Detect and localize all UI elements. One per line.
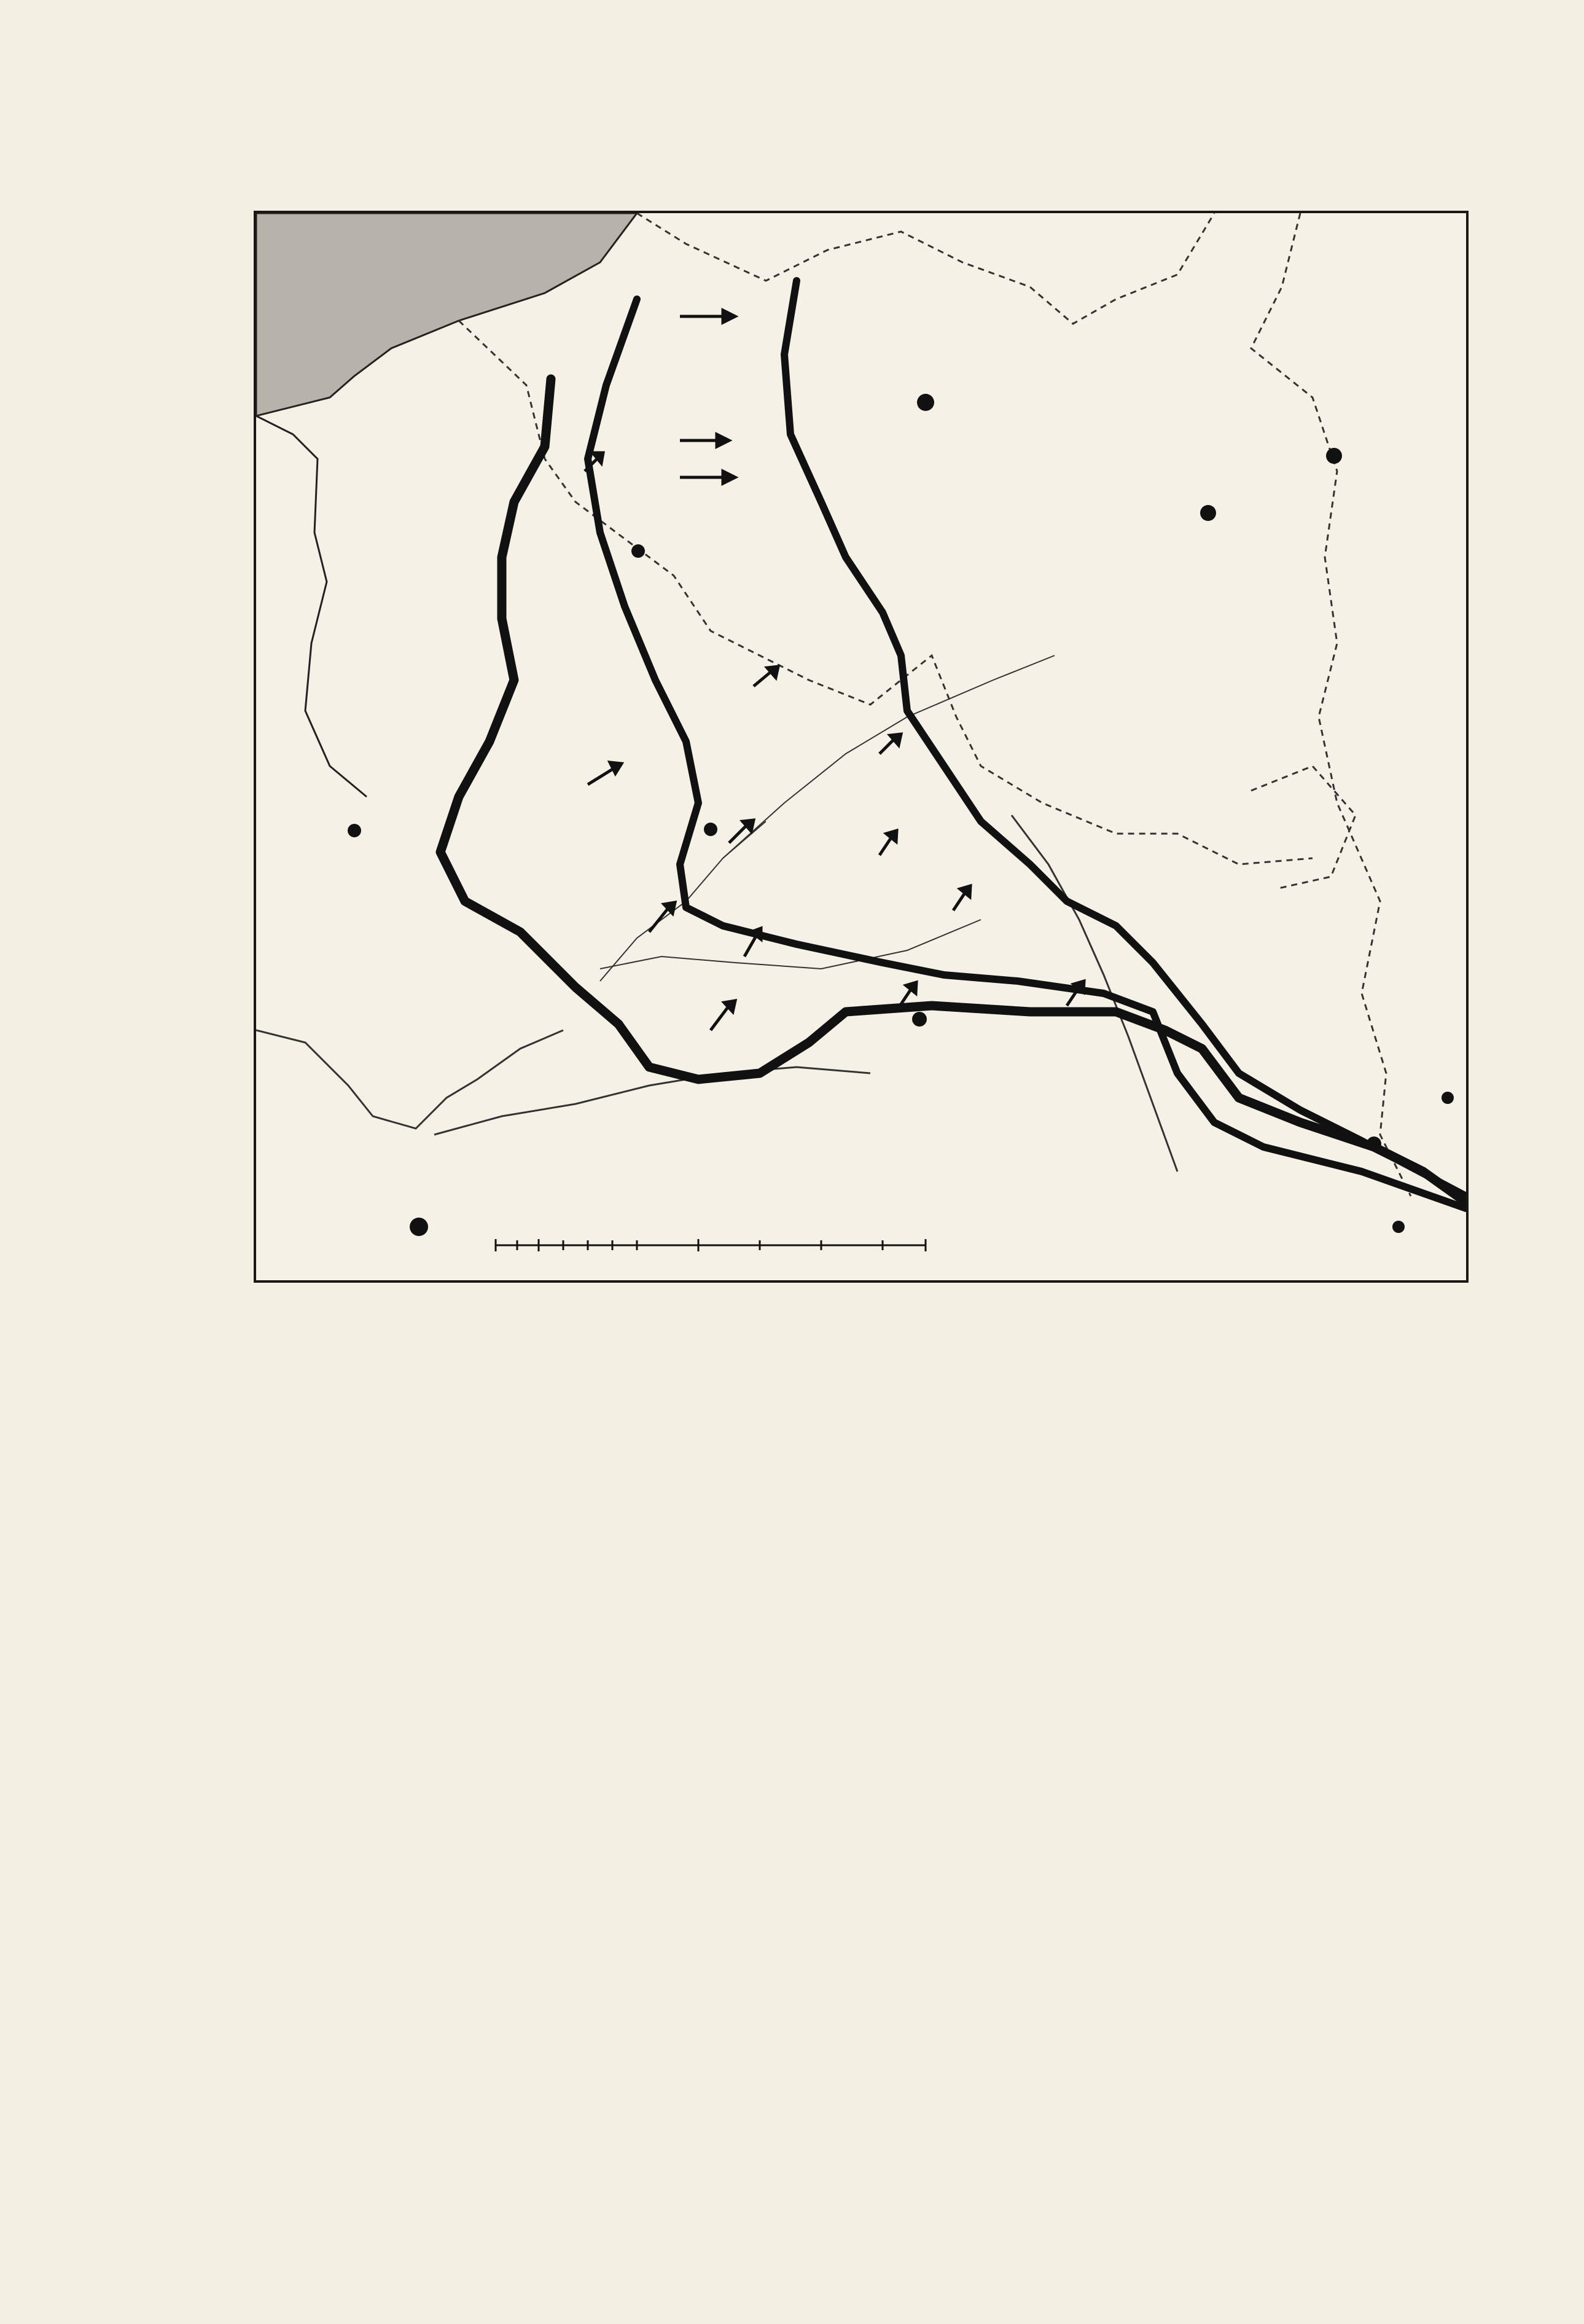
luxembourg-border	[1251, 766, 1356, 889]
front-map	[254, 211, 1469, 1283]
german-border	[1251, 213, 1411, 1196]
sambre-river	[723, 655, 1055, 858]
map-drawing	[256, 213, 1466, 1280]
front-line-11-nov	[784, 281, 1466, 1196]
north-sea	[256, 213, 637, 416]
marne-river	[434, 1067, 870, 1135]
french-belgian-border	[459, 321, 1313, 864]
coastline	[256, 416, 367, 797]
scale-bar	[496, 1239, 926, 1251]
advance-arrows	[585, 310, 1084, 1030]
dutch-belgian-border	[637, 213, 1214, 324]
